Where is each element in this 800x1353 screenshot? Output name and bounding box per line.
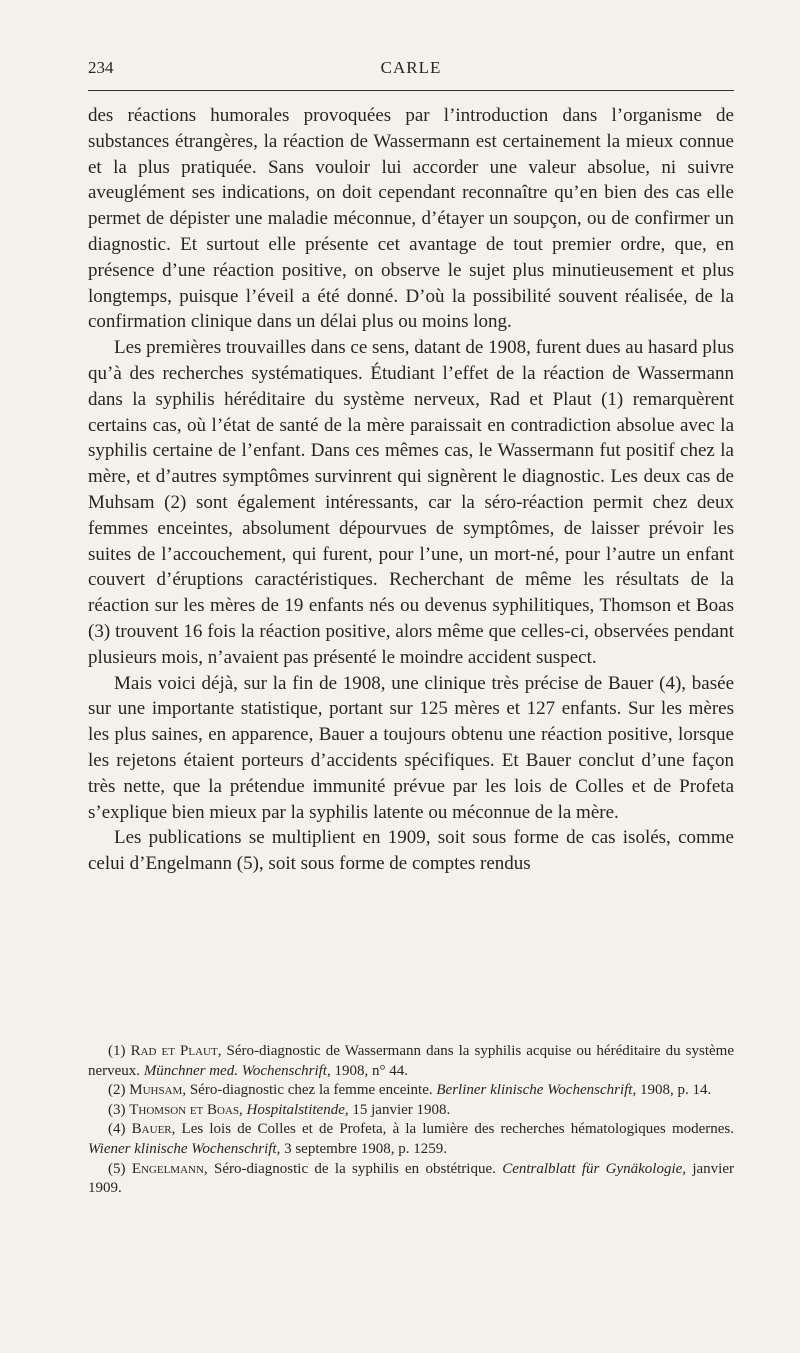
page-header (88, 52, 734, 84)
footnote-journal: Berliner klinische Wochenschrift, (436, 1082, 637, 1099)
footnote-mark: (1) (108, 1043, 126, 1059)
page-number: 234 (88, 58, 114, 77)
footnote-text: , (239, 1101, 247, 1118)
footnote-mark: (3) (108, 1101, 126, 1118)
footnote-author: Bauer (131, 1121, 172, 1138)
footnote-author: Engelmann (131, 1160, 204, 1177)
footnotes (88, 1042, 734, 1199)
footnote-author: Rad et Plaut (130, 1043, 218, 1059)
paragraph: Mais voici déjà, sur la fin de 1908, une clinique très précise de Bauer (4), basée sur une importante statistique, portant sur 125 mères et 127 enfants. Sur les mères les plus saines, en apparence, Bauer a toujours obtenu une réaction positive, lorsque les rejetons étaient porteurs d’accidents spécifiques. Et Bauer conclut d’une façon très nette, que la prétendue immunité prévue par les lois de Colles et de Profeta s’explique bien mieux par la syphilis latente ou méconnue de la mère. (88, 672, 734, 823)
footnote-text: , Séro-diagnostic chez la femme enceinte. (182, 1082, 437, 1099)
footnote-mark: (2) (108, 1082, 126, 1099)
paragraph: Les premières trouvailles dans ce sens, datant de 1908, furent dues au hasard plus qu’à des recherches systématiques. Étudiant l’effet de la réaction de Wassermann dans la syphilis héréditaire du système nerveux, Rad et Plaut (1) remarquèrent certains cas, où l’état de santé de la mère paraissait en contradiction absolue avec la syphilis certaine de l’enfant. Dans ces mêmes cas, le Wassermann fut positif chez la mère, et d’autres symptômes survinrent qui signèrent le diagnostic. Les deux cas de Muhsam (2) sont également intéressants, car la séro-réaction permit chez deux femmes enceintes, absolument dépourvues de symptômes, de laisser prévoir les suites de l’accouchement, qui furent, pour l’une, un mort-né, pour l’autre un enfant couvert d’éruptions caractéristiques. Recherchant de même les résultats de la réaction sur les mères de 19 enfants nés ou devenus syphilitiques, Thomson et Boas (3) trouvent 16 fois la réaction positive, alors même que celles-ci, observées pendant plusieurs mois, n’avaient pas présenté le moindre accident suspect. (88, 337, 734, 668)
footnote-text: , Les lois de Colles et de Profeta, à la lumière des recherches hématologiques modernes. (171, 1121, 735, 1138)
paragraph: Les publications se multiplient en 1909, soit sous forme de cas isolés, comme celui d’Engelmann (5), soit sous forme de comptes rendus (88, 827, 734, 875)
footnote-ref: 1908, p. 14. (636, 1082, 712, 1099)
footnote-author: Thomson et Boas (129, 1101, 240, 1118)
paragraph: des réactions humorales provoquées par l’introduction dans l’organisme de substances étrangères, la réaction de Wassermann est certainement la mieux connue et la plus pratiquée. Sans vouloir lui accorder une valeur absolue, ni suivre aveuglément ses indications, on doit cependant reconnaître qu’en bien des cas elle permet de dépister une maladie méconnue, d’étayer un soupçon, ou de confirmer un diagnostic. Et surtout elle présente cet avantage de tout premier ordre, que, en présence d’une réaction positive, on observe le sujet plus minutieusement et plus longtemps, puisque l’éveil a été donné. D’où la possibilité souvent réalisée, de la confirmation clinique dans un délai plus ou moins long. (88, 105, 734, 333)
footnote-text: , Séro-diagnostic de Wassermann dans la syphilis acquise ou héréditaire du système nerveux. (88, 1043, 735, 1079)
footnote (88, 1160, 734, 1199)
footnote-ref: 3 septembre 1908, p. 1259. (280, 1140, 447, 1157)
running-head: CARLE (380, 58, 442, 77)
header-rule (88, 90, 734, 91)
footnote-ref: 1908, n° 44. (330, 1062, 408, 1079)
footnote (88, 1120, 734, 1159)
footnote-ref: janvier 1909. (88, 1160, 734, 1197)
footnote-journal: Centralblatt für Gynäkologie, (502, 1160, 687, 1177)
footnote-ref: 15 janvier 1908. (348, 1101, 451, 1118)
footnote-journal: Hospitalstitende, (246, 1101, 349, 1118)
footnote (88, 1081, 734, 1101)
footnote-journal: Münchner med. Wochenschrift, (143, 1062, 331, 1079)
footnote-journal: Wiener klinische Wochenschrift, (88, 1140, 281, 1157)
footnote-mark: (4) (108, 1121, 126, 1138)
footnote-text: , Séro-diagnostic de la syphilis en obstétrique. (203, 1160, 503, 1177)
footnote-author: Muhsam (129, 1082, 183, 1099)
footnote (88, 1042, 734, 1081)
body-text (88, 103, 734, 877)
footnote (88, 1101, 734, 1121)
footnote-mark: (5) (108, 1160, 126, 1177)
